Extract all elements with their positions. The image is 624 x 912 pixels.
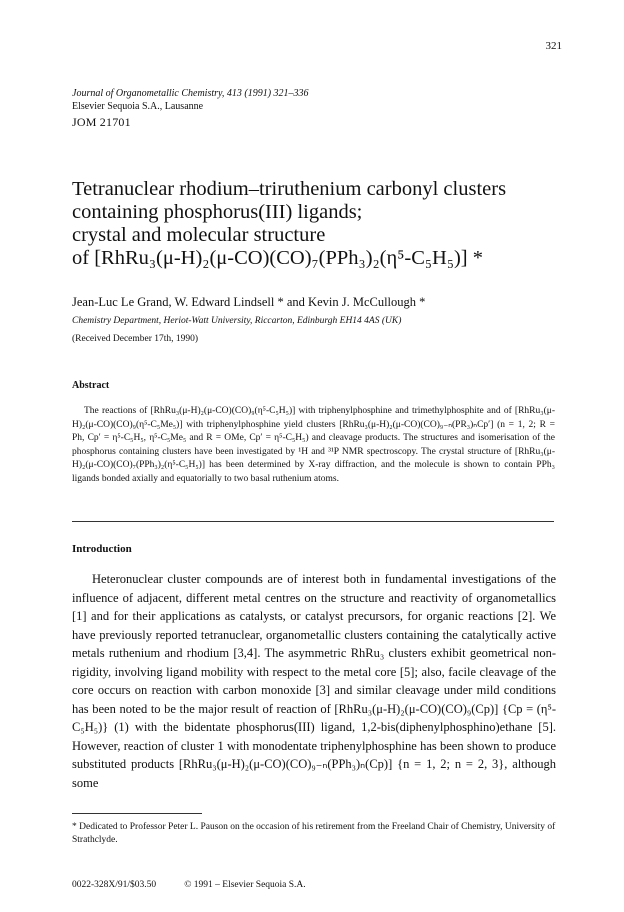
introduction-body bbox=[72, 570, 556, 792]
footer-copyright: © 1991 – Elsevier Sequoia S.A. bbox=[184, 880, 306, 890]
title-line-4: of [RhRu₃(μ-H)₂(μ-CO)(CO)₇(PPh₃)₂(η⁵-C₅H₅)] * bbox=[72, 247, 483, 269]
authors: Jean-Luc Le Grand, W. Edward Lindsell * and Kevin J. McCullough * bbox=[72, 295, 426, 309]
title-line-2: containing phosphorus(III) ligands; bbox=[72, 201, 363, 223]
abstract-heading: Abstract bbox=[72, 380, 110, 391]
page-number: 321 bbox=[545, 40, 562, 52]
publisher-line: Elsevier Sequoia S.A., Lausanne bbox=[72, 101, 204, 112]
abstract-divider bbox=[72, 521, 554, 522]
received-date: (Received December 17th, 1990) bbox=[72, 334, 199, 344]
introduction-text: Heteronuclear cluster compounds are of interest both in fundamental investigations of the influence of adjacent, different metal centres on the structure and reactivity of organometallics [1] and for their applications as catalysts, or catalyst precursors, for organic reactions [2]. We have previously reported tetranuclear, organometallic clusters containing the catalytically active metals ruthenium and rhodium [3,4]. The asymmetric RhRu₃ clusters exhibit geometrical non-rigidity, involving ligand mobility with respect to the metal core [5]; also, facile cleavage of the core occurs on reaction with carbon monoxide [3] and similar cleavage under mild conditions has been noted to be the major result of reaction of [RhRu₃(μ-H)₂(μ-CO)(CO)₉(Cp)] {Cp = (η⁵-C₅H₅)} (1) with the bidentate phosphorus(III) ligand, 1,2-bis(diphenylphosphino)ethane [5]. However, reaction of cluster 1 with monodentate triphenylphosphine has been shown to produce substituted products [RhRu₃(μ-H)₂(μ-CO)(CO)₉₋ₙ(PPh₃)ₙ(Cp)] {n = 1, 2; n = 2, 3}, although some bbox=[72, 572, 556, 790]
page-footer bbox=[72, 880, 306, 890]
journal-code: JOM 21701 bbox=[72, 115, 131, 129]
journal-name-line: Journal of Organometallic Chemistry, 413 (1991) 321–336 bbox=[72, 88, 309, 99]
article-title bbox=[72, 178, 572, 270]
journal-header bbox=[72, 87, 309, 129]
abstract-text: The reactions of [RhRu₃(μ-H)₂(μ-CO)(CO)₉(η⁵-C₅H₅)] with triphenylphosphine and trimethylphosphite and of [RhRu₃(μ-H)₂(μ-CO)(CO)₉(η⁵-C₅Me₅)] with triphenylphosphine yield clusters [RhRu₃(μ-H)₂(μ-CO)(CO)₉₋ₙ(PR₃)ₙCp′] (n = 1, 2; R = Ph, Cp′ = η⁵-C₅H₅, η⁵-C₅Me₅ and R = OMe, Cp′ = η⁵-C₅H₅) and cleavage products. The structures and isomerisation of the phosphorus containing clusters have been investigated by ¹H and ³¹P NMR spectroscopy. The crystal structure of [RhRu₃(μ-H)₂(μ-CO)(CO)₇(PPh₃)₂(η⁵-C₅H₅)] has been determined by X-ray diffraction, and the molecule is shown to contain PPh₃ ligands bonded axially and equatorially to two basal ruthenium atoms. bbox=[72, 406, 555, 484]
introduction-heading: Introduction bbox=[72, 543, 132, 555]
footnote-divider bbox=[72, 813, 202, 814]
footnote: * Dedicated to Professor Peter L. Pauson on the occasion of his retirement from the Freeland Chair of Chemistry, University of Strathclyde. bbox=[72, 822, 556, 845]
footer-code: 0022-328X/91/$03.50 bbox=[72, 880, 157, 890]
title-line-1: Tetranuclear rhodium–triruthenium carbonyl clusters bbox=[72, 178, 507, 200]
title-line-3: crystal and molecular structure bbox=[72, 224, 326, 246]
affiliation: Chemistry Department, Heriot-Watt University, Riccarton, Edinburgh EH14 4AS (UK) bbox=[72, 316, 402, 326]
abstract-body bbox=[72, 405, 555, 487]
